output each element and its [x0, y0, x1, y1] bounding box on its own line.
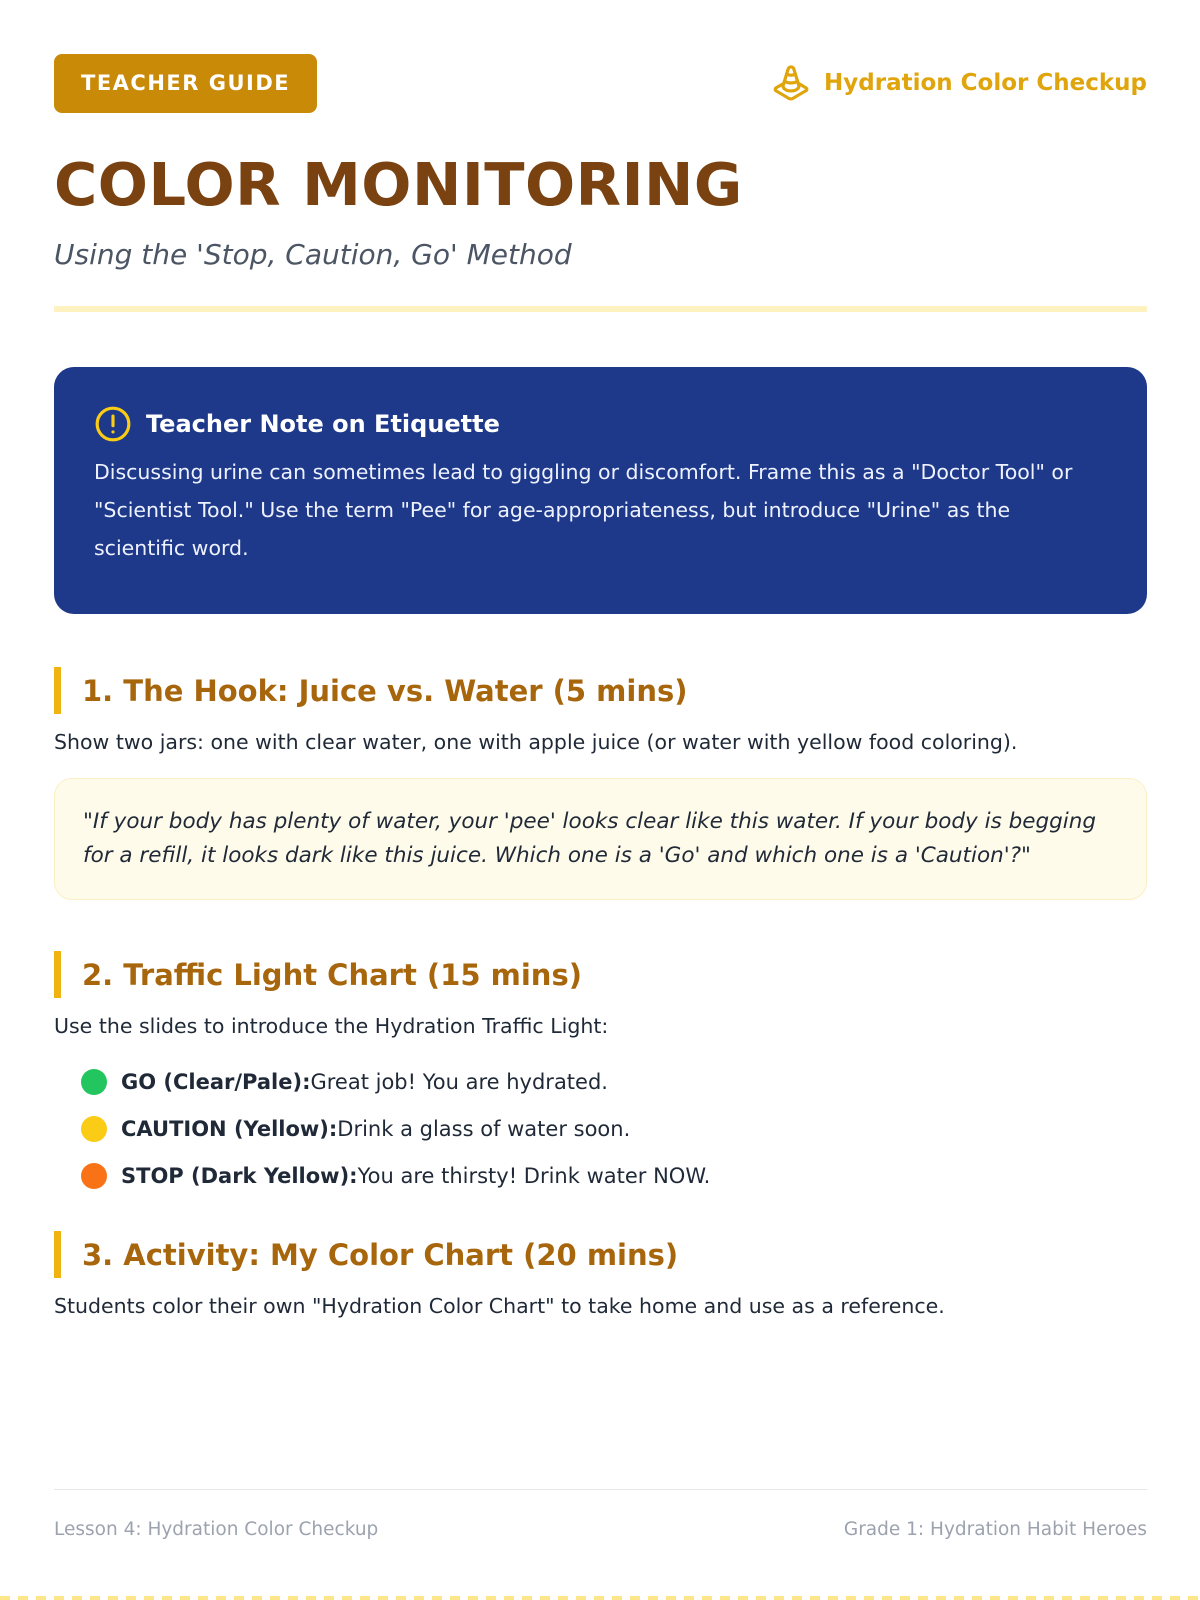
brand-name: Hydration Color Checkup: [824, 70, 1147, 96]
lesson-page: [54, 0, 1147, 1600]
bottom-dashed-border: [0, 1596, 1200, 1600]
item-text: Great job! You are hydrated.: [310, 1069, 608, 1094]
teacher-note-card: [54, 367, 1147, 614]
item-label: CAUTION (Yellow):: [121, 1116, 338, 1141]
traffic-light-list: [54, 1058, 710, 1199]
section-text: Students color their own "Hydration Color Chart" to take home and use as a reference.: [54, 1294, 945, 1318]
footer-divider: [54, 1489, 1147, 1490]
item-label: GO (Clear/Pale):: [121, 1069, 311, 1094]
item-text: Drink a glass of water soon.: [337, 1116, 631, 1141]
green-dot-icon: [81, 1069, 107, 1095]
orange-dot-icon: [81, 1163, 107, 1189]
section-hook: [54, 667, 1147, 900]
section-text: Show two jars: one with clear water, one with apple juice (or water with yellow food coloring).: [54, 730, 1018, 754]
section-heading: 1. The Hook: Juice vs. Water (5 mins): [54, 667, 1147, 714]
list-item-go: [81, 1058, 710, 1105]
note-text: Discussing urine can sometimes lead to giggling or discomfort. Frame this as a "Doctor Tool" or "Scientist Tool." Use the term "Pee" for age-appropriateness, but introduce "Urine" as the scientific word.: [94, 460, 1073, 560]
page-title: COLOR MONITORING: [54, 150, 743, 219]
section-activity: [54, 1231, 945, 1318]
section-traffic-light: [54, 951, 710, 1199]
list-item-stop: [81, 1152, 710, 1199]
traffic-cone-icon: [772, 64, 810, 102]
brand: [772, 64, 1147, 102]
footer: [54, 1519, 1147, 1540]
note-title: Teacher Note on Etiquette: [146, 410, 500, 438]
alert-circle-icon: [94, 405, 132, 443]
teacher-script-quote: "If your body has plenty of water, your 'pee' looks clear like this water. If your body is begging for a refill, it looks dark like this juice. Which one is a 'Go' and which one is a 'Caution'?": [54, 778, 1147, 900]
yellow-dot-icon: [81, 1116, 107, 1142]
section-heading: 3. Activity: My Color Chart (20 mins): [54, 1231, 945, 1278]
list-item-caution: [81, 1105, 710, 1152]
header-divider: [54, 306, 1147, 312]
section-heading: 2. Traffic Light Chart (15 mins): [54, 951, 710, 998]
item-text: You are thirsty! Drink water NOW.: [357, 1163, 711, 1188]
item-label: STOP (Dark Yellow):: [121, 1163, 358, 1188]
footer-lesson: Lesson 4: Hydration Color Checkup: [54, 1519, 379, 1540]
section-text: Use the slides to introduce the Hydration Traffic Light:: [54, 1014, 609, 1038]
page-subtitle: Using the 'Stop, Caution, Go' Method: [54, 238, 572, 271]
footer-grade: Grade 1: Hydration Habit Heroes: [843, 1519, 1147, 1540]
teacher-guide-badge: TEACHER GUIDE: [54, 54, 317, 113]
